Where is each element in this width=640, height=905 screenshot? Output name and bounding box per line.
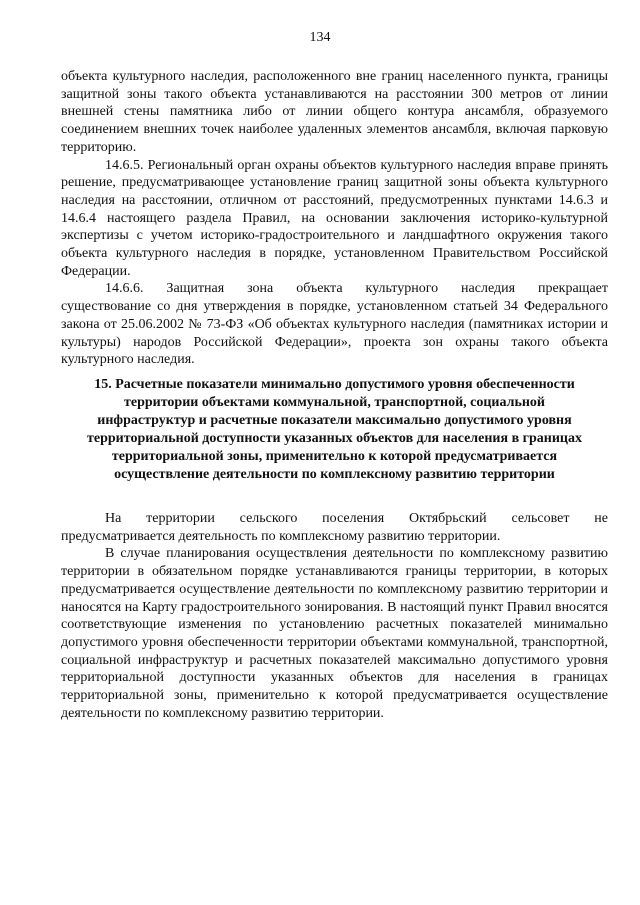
paragraph-14-6-6-rest: существование со дня утверждения в порядке, установленном статьей 34 Федерального закона от 25.06.2002 № 73-ФЗ «Об объектах культурного наследия (памятниках истории и культуры) народов Российской Федерации», проекта зон охраны такого объекта культурного наследия. xyxy=(61,299,608,368)
paragraph-14-6-5: 14.6.5. Региональный орган охраны объектов культурного наследия вправе принять решение, предусматривающее установление границ защитной зоны объекта культурного наследия на расстоянии, отличном от расстояний, предусмотренных пунктами 14.6.3 и 14.6.4 настоящего раздела Правил, на основании заключения историко-культурной экспертизы с учетом историко-градостроительного и ландшафтного окружения такого объекта культурного наследия в порядке, установленном Правительством Российской Федерации. xyxy=(61,157,608,279)
heading-line: инфраструктур и расчетные показатели максимально допустимого уровня xyxy=(97,413,572,428)
heading-line: территориальной зоны, применительно к которой предусматривается xyxy=(111,449,558,464)
paragraph-rest: предусматривается деятельность по комплексному развитию территории. xyxy=(61,528,501,544)
paragraph-continuation: объекта культурного наследия, расположенного вне границ населенного пункта, границы защитной зоны такого объекта устанавливаются на расстоянии 300 метров от линии внешней стены памятника либо от линии общего контура ансамбля, образуемого соединением внешних точек наиболее удаленных элементов ансамбля, включая парковую территорию. xyxy=(61,69,608,155)
page-number: 134 xyxy=(309,30,331,45)
paragraph-14-6-6-first-line: 14.6.6. Защитная зона объекта культурного наследия прекращает xyxy=(105,281,608,297)
paragraph-planning: В случае планирования осуществления деятельности по комплексному развитию территории в обязательном порядке устанавливаются границы территории, в которых предусматривается осуществление деятельности по комплексному развитию территории и наносятся на Карту градостроительного зонирования. В настоящий пункт Правил вносятся соответствующие изменения по установлению расчетных показателей минимально допустимого уровня обеспеченности территории объектами коммунальной, транспортной, социальной инфраструктур и расчетных показателей максимально допустимого уровня территориальной доступности указанных объектов для населения в границах территориальной зоны, применительно к которой предусматривается осуществление деятельности по комплексному развитию территории. xyxy=(61,546,608,721)
bottom-text-block xyxy=(61,510,608,722)
top-text-block xyxy=(61,68,608,369)
paragraph-first-line: На территории сельского поселения Октябрьский сельсовет не xyxy=(105,511,608,526)
heading-line: осуществление деятельности по комплексному развитию территории xyxy=(114,467,555,482)
section-15-heading xyxy=(64,376,605,484)
heading-line: территории объектами коммунальной, транспортной, социальной xyxy=(123,395,545,410)
heading-line: 15. Расчетные показатели минимально допустимого уровня обеспеченности xyxy=(94,377,575,392)
heading-line: территориальной доступности указанных объектов для населения в границах xyxy=(87,431,582,446)
